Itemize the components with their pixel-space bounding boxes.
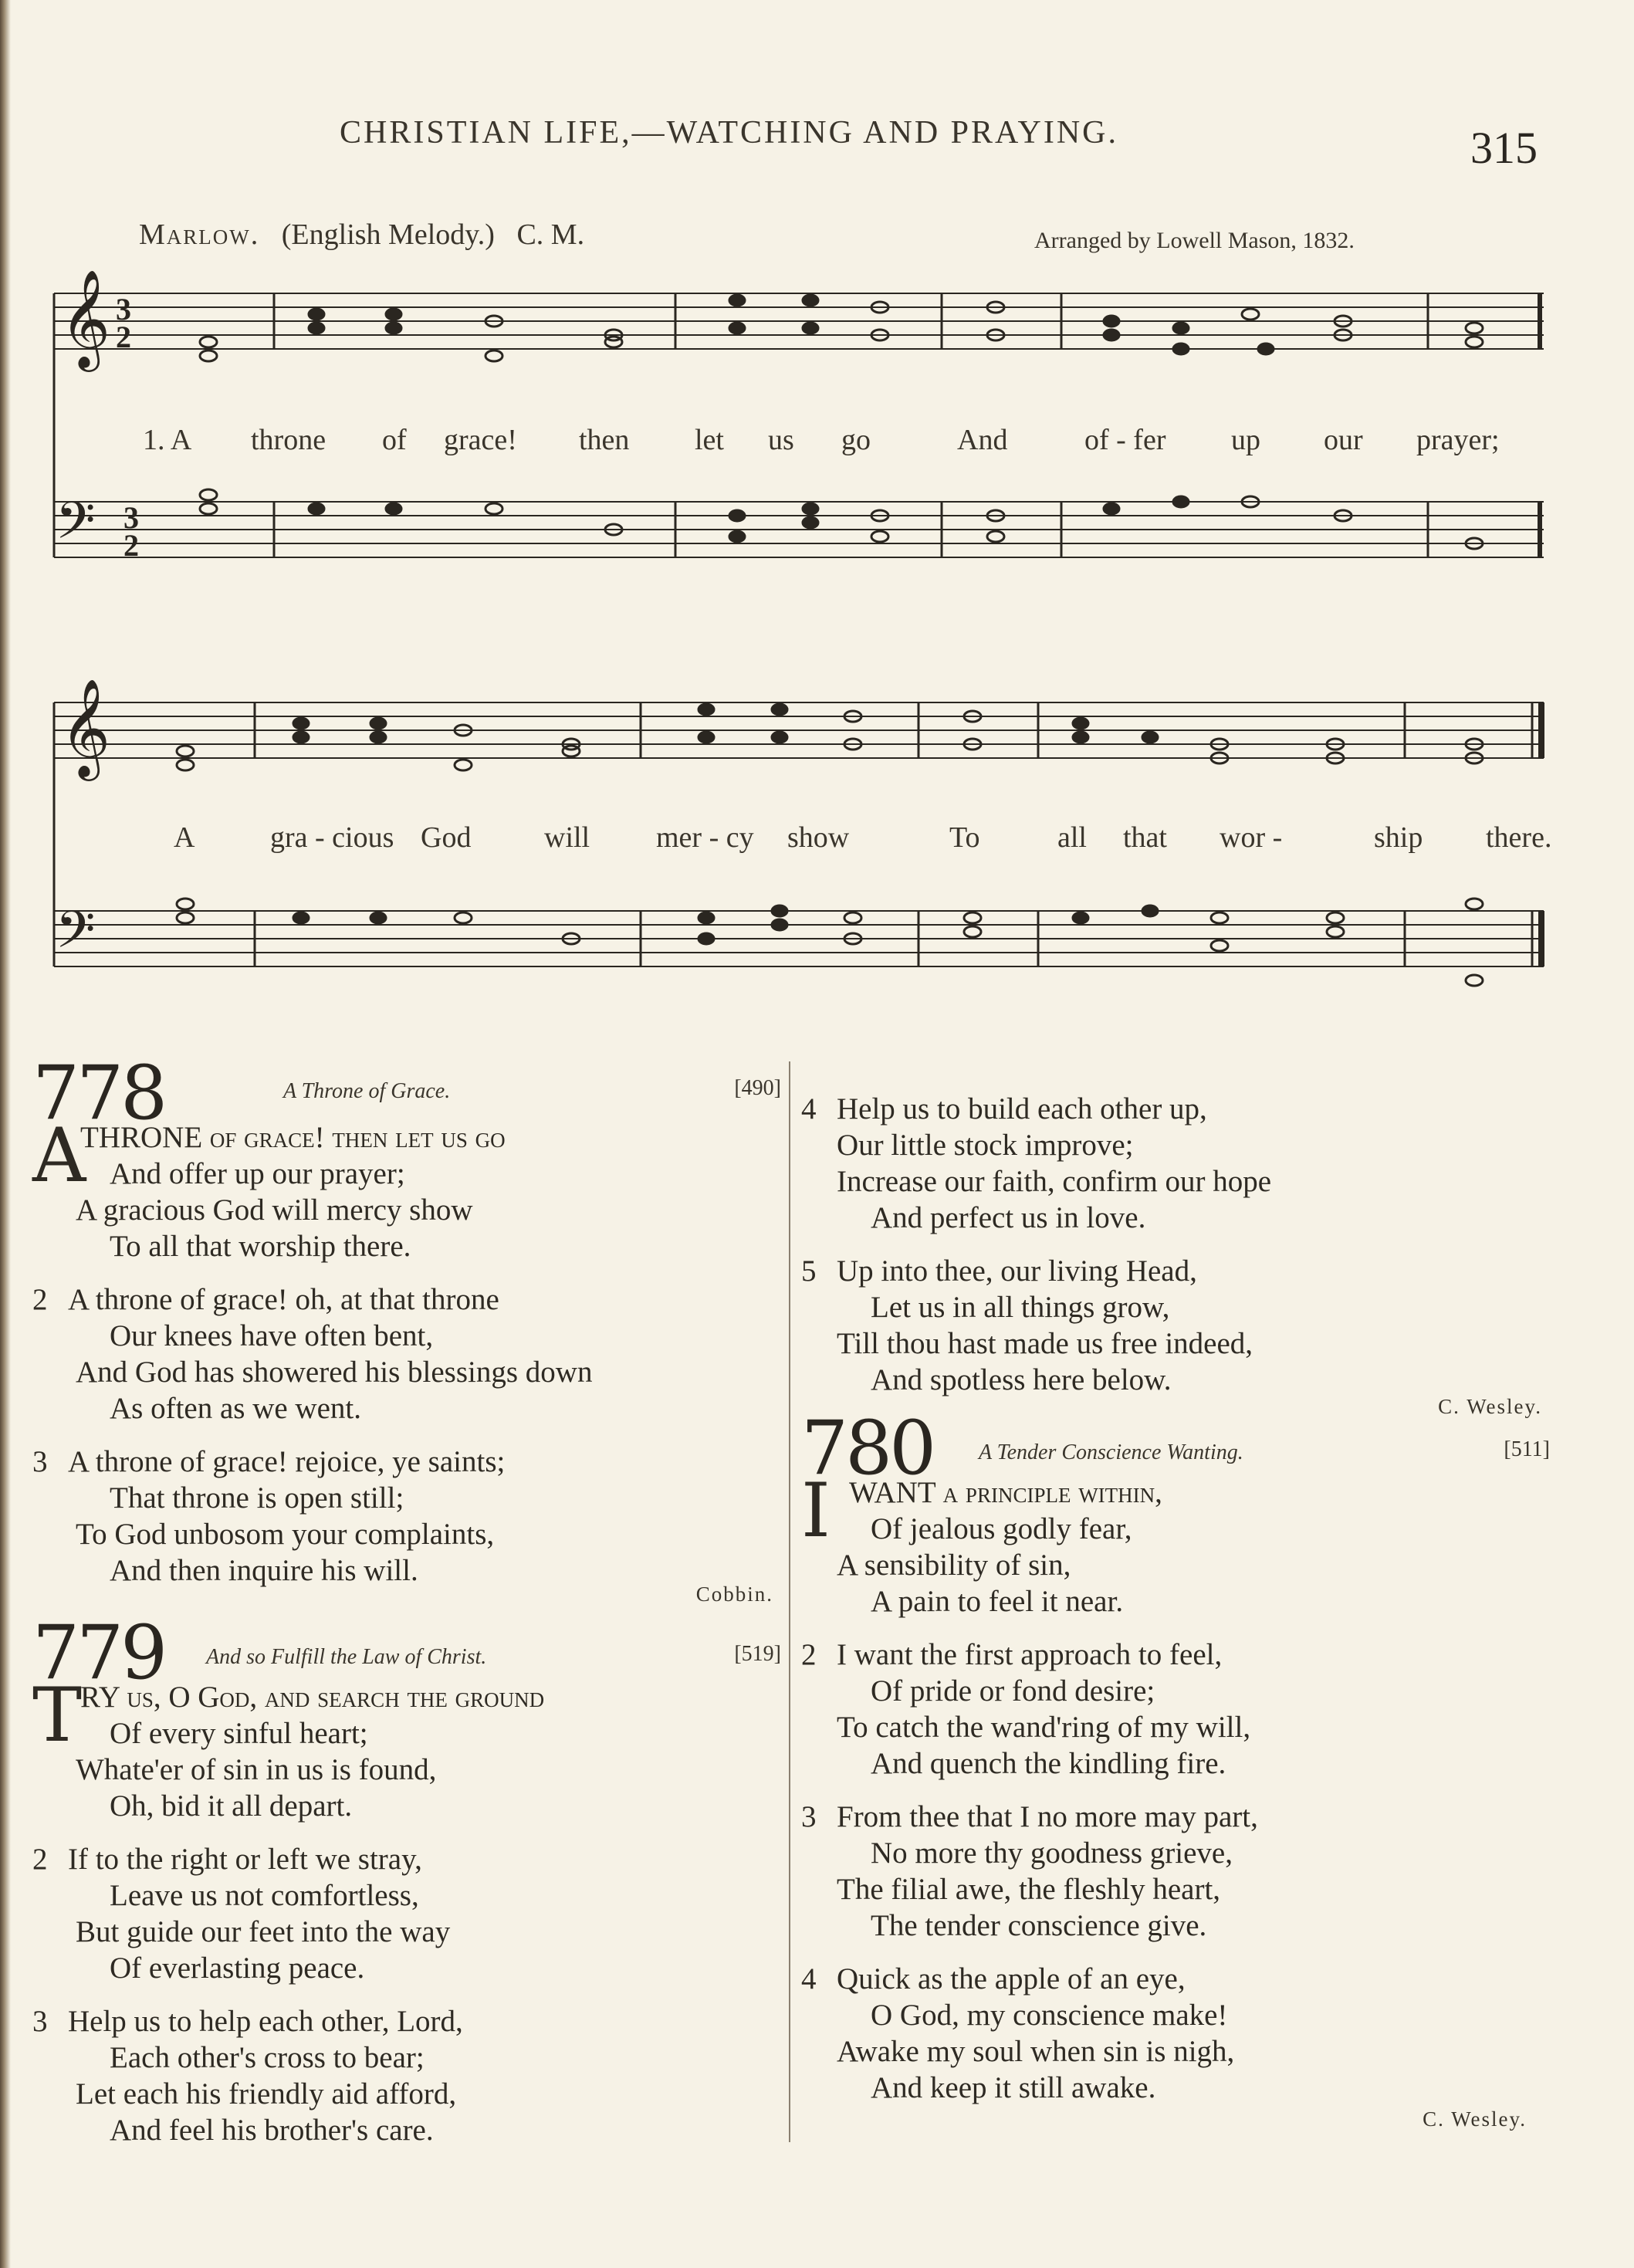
hymn-number: 780 xyxy=(801,1405,934,1491)
hymn-ref: [519] xyxy=(734,1642,781,1666)
bass-clef-icon: 𝄢 xyxy=(56,491,96,563)
bass-staff-1 xyxy=(54,502,1544,557)
hymn-title: A Tender Conscience Wanting. xyxy=(979,1440,1243,1464)
verse-1: I WANT a principle within, Of jealous godly fear, A sensibility of sin, A pain to feel it near. xyxy=(801,1467,1162,1618)
tune-meter: C. M. xyxy=(516,218,585,251)
bass-notes-1 xyxy=(200,489,1483,549)
dropcap: T xyxy=(32,1672,83,1759)
time-sig-top: 3 xyxy=(116,292,131,327)
running-head: CHRISTIAN LIFE,—WATCHING AND PRAYING. xyxy=(340,115,1118,151)
verse-5: 5 Up into thee, our living Head, Let us in all things grow, Till thou hast made us free indeed, And spotless here below. xyxy=(801,1254,1253,1396)
hymn-780 xyxy=(801,1405,1550,2131)
hymn-number: 778 xyxy=(32,1050,165,1136)
dropcap: A xyxy=(32,1112,86,1199)
verse-4: 4 Help us to build each other up, Our little stock improve; Increase our faith, confirm our hope And perfect us in love. xyxy=(801,1092,1272,1234)
verse-3: 3 A throne of grace! rejoice, ye saints; That throne is open still; To God unbosom your complaints, And then inquire his will. xyxy=(32,1445,506,1587)
hymn-title: And so Fulfill the Law of Christ. xyxy=(206,1645,487,1669)
hymn-title: A Throne of Grace. xyxy=(283,1079,451,1103)
hymn-779 xyxy=(32,1610,781,2165)
treble-notes-1 xyxy=(200,295,1483,361)
hymn-number: 779 xyxy=(32,1610,165,1696)
page-number: 315 xyxy=(1470,123,1538,173)
verse-4: 4 Quick as the apple of an eye, O God, my conscience make! Awake my soul when sin is nigh, And keep it still awake. xyxy=(801,1962,1235,2104)
hymn-author: C. Wesley. xyxy=(1438,1395,1542,1418)
dropcap: I xyxy=(801,1467,831,1554)
verse-2: 2 If to the right or left we stray, Leave us not comfortless, But guide our feet into the way Of everlasting peace. xyxy=(32,1843,451,1985)
verse-3: 3 From thee that I no more may part, No more thy goodness grieve, The filial awe, the fleshly heart, The tender conscience give. xyxy=(801,1800,1258,1942)
svg-text:3: 3 xyxy=(123,500,139,535)
hymn-ref: [490] xyxy=(734,1076,781,1100)
verse-1: A THRONE of grace! then let us go And offer up our prayer; A gracious God will mercy show To all that worship there. xyxy=(32,1112,506,1263)
page-binding-edge xyxy=(0,0,11,2268)
hymn-author: C. Wesley. xyxy=(1423,2107,1527,2131)
svg-text:2: 2 xyxy=(123,528,139,563)
verse-2: 2 I want the first approach to feel, Of pride or fond desire; To catch the wand'ring of my will, And quench the kindling fire. xyxy=(801,1638,1251,1780)
tune-heading xyxy=(139,218,584,252)
treble-staff-1 xyxy=(54,293,1544,349)
treble-clef-icon: 𝄞 xyxy=(60,679,111,777)
bass-clef-icon: 𝄢 xyxy=(56,900,96,972)
hymn-ref: [511] xyxy=(1504,1437,1550,1461)
verse-2: 2 A throne of grace! oh, at that throne Our knees have often bent, And God has showered his blessings down As often as we went. xyxy=(32,1283,593,1425)
tune-name: Marlow. xyxy=(139,218,260,251)
treble-clef-icon: 𝄞 xyxy=(60,270,111,367)
tune-arranger: Arranged by Lowell Mason, 1832. xyxy=(1034,228,1355,253)
tune-source: (English Melody.) xyxy=(281,218,495,251)
column-divider xyxy=(789,1061,790,2142)
hymn-778 xyxy=(32,1050,781,1606)
hymn-779-continued xyxy=(801,1091,1542,1419)
time-sig-bottom: 2 xyxy=(116,320,131,354)
hymn-author: Cobbin. xyxy=(695,1583,773,1606)
verse-1: T RY us, O God, and search the ground Of every sinful heart; Whate'er of sin in us is found, Oh, bid it all depart. xyxy=(32,1672,545,1823)
verse-3: 3 Help us to help each other, Lord, Each other's cross to bear; Let each his friendly aid afford, And feel his brother's care. xyxy=(32,2005,463,2147)
